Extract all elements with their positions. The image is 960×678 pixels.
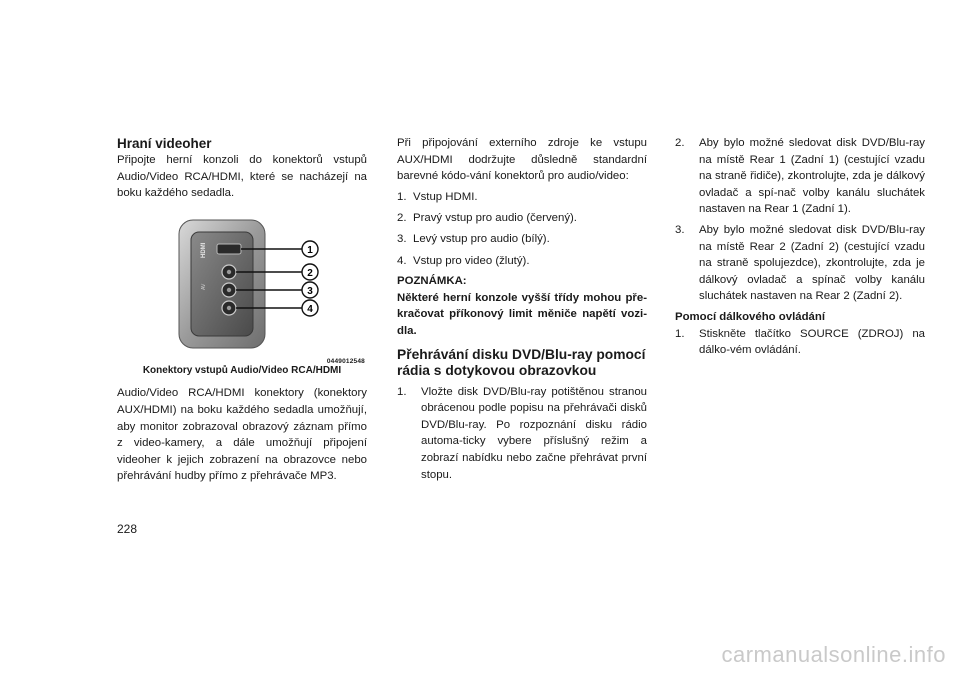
hdmi-port-icon: [217, 244, 241, 254]
callout-2: [302, 264, 318, 280]
page-number: 228: [117, 522, 138, 536]
svg-text:3: 3: [307, 285, 313, 297]
figure-code: 0449012548: [326, 357, 365, 365]
list-number: 3.: [397, 233, 407, 246]
remote-subtitle: Pomocí dálkového ovládání: [675, 310, 826, 323]
list-text: Pravý vstup pro audio (červený).: [413, 212, 577, 225]
list-text: Vstup HDMI.: [413, 191, 478, 204]
step-text: Aby bylo možné sledovat disk DVD/Blu-ray na místě Rear 1 (Zadní 1) (cestující vzadu na straně řidiče), zkontrolujte, zda je dálkový ovladač a spí-nač volby kanálu sluchátek nastaven na Rear 1 (Zadní 1).: [699, 137, 925, 216]
connector-panel-illustration: [117, 210, 367, 365]
connector-figure: [117, 210, 367, 365]
callout-1: [302, 241, 318, 257]
watermark: carmanualsonline.info: [721, 642, 946, 667]
av-label: AV: [201, 283, 207, 290]
color-code-intro: Při připojování externího zdroje ke vstupu AUX/HDMI dodržujte důsledně standardní barevné kódo-vání konektorů pro audio/video:: [397, 137, 647, 183]
step-item: [675, 326, 925, 359]
step-number: 1.: [397, 385, 407, 398]
list-item: [397, 189, 647, 206]
dvd-steps: [397, 384, 647, 484]
step-text: Vložte disk DVD/Blu-ray potištěnou stranou obrácenou podle popisu na přehrávači disků DVD/Blu-ray. Po rozpoznání disku rádio automa-ticky vybere příslušný režim a zobrazí nabídku nebo začne přehrávat první stopu.: [421, 385, 647, 481]
step-text: Aby bylo možné sledovat disk DVD/Blu-ray na místě Rear 2 (Zadní 2) (cestující vzadu na straně spolujezdce), zkontrolujte, zda je dálkový ovladač a spínač volby kanálu sluchátek nastaven na Rear 2 (Zadní 2).: [699, 223, 925, 303]
list-item: [397, 253, 647, 270]
rca-jack-video-pin: [227, 306, 231, 310]
column-middle: [397, 135, 647, 487]
callout-3: [302, 282, 318, 298]
step-number: 3.: [675, 223, 685, 236]
step-number: 1.: [675, 327, 685, 340]
step-item: [675, 222, 925, 305]
intro-paragraph: Připojte herní konzoli do konektorů vstupů Audio/Video RCA/HDMI, které se nacházejí na boku každého sedadla.: [117, 154, 367, 200]
rca-jack-left-pin: [227, 288, 231, 292]
rca-jack-right-pin: [227, 270, 231, 274]
svg-text:4: 4: [307, 303, 313, 315]
figure-caption: Konektory vstupů Audio/Video RCA/HDMI: [142, 364, 342, 376]
svg-text:1: 1: [307, 244, 313, 256]
step-number: 2.: [675, 137, 685, 149]
list-number: 1.: [397, 191, 407, 204]
remote-steps: [675, 326, 925, 359]
step-item: [397, 384, 647, 484]
rear-seat-steps: [675, 135, 925, 305]
list-item: [397, 210, 647, 227]
list-number: 4.: [397, 254, 407, 267]
list-item: [397, 231, 647, 248]
section-title-video-games: Hraní videoher: [117, 136, 212, 151]
step-text: Stiskněte tlačítko SOURCE (ZDROJ) na dálko-vém ovládání.: [699, 327, 925, 357]
callout-4: [302, 300, 318, 316]
column-left: [117, 136, 367, 485]
section-title-dvd: Přehrávání disku DVD/Blu-ray pomocí rádia s dotykovou obrazovkou: [397, 346, 646, 379]
list-number: 2.: [397, 212, 407, 225]
connector-list: [397, 189, 647, 269]
list-text: Vstup pro video (žlutý).: [413, 254, 530, 267]
list-text: Levý vstup pro audio (bílý).: [413, 233, 550, 246]
note-title: POZNÁMKA:: [397, 275, 467, 288]
step-item: [675, 135, 925, 218]
body-paragraph: Audio/Video RCA/HDMI konektory (konektory AUX/HDMI) na boku každého sedadla umožňují, aby monitor zobrazoval obrazový záznam přímo z video-kamery, a dále umožňují připojení videoher k jejich zobrazení na obrazovce nebo přehrávání hudby přímo z přehrávače MP3.: [117, 387, 367, 483]
svg-text:2: 2: [307, 267, 313, 279]
hdmi-label: HDMI: [201, 242, 207, 258]
note-body: Některé herní konzole vyšší třídy mohou pře-kračovat příkonový limit měniče napětí vozi-dla.: [397, 291, 647, 337]
column-right: [675, 135, 925, 363]
